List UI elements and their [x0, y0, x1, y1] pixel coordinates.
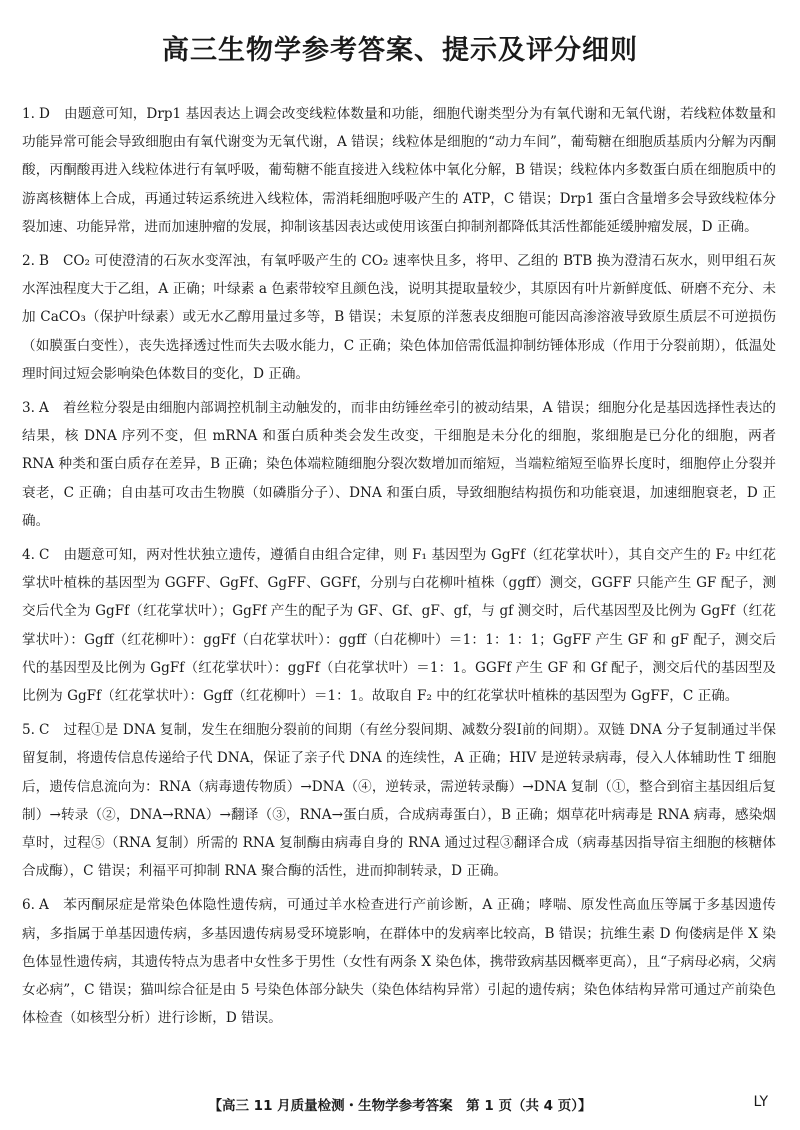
answer-number: 4.: [22, 547, 35, 564]
answer-item-2: [22, 247, 776, 388]
answer-explanation: 由题意可知，两对性状独立遗传，遵循自由组合定律，则 F₁ 基因型为 GgFf（红花掌状叶），其自交产生的 F₂ 中红花掌状叶植株的基因型为 GGFF、GgFf、GgFF、GGFf，分别与白花柳叶植株（ggff）测交，GGFF 只能产生 GF 配子，测交后代全为 GgFf（红花掌状叶）；GgFf 产生的配子为 GF、Gf、gF、gf，与 gf 测交时，后代基因型及比例为 GgFf（红花掌状叶）：Ggff（红花柳叶）：ggFf（白花掌状叶）：ggff（白花柳叶）＝1：1：1：1；GgFF 产生 GF 和 gF 配子，测交后代的基因型及比例为 GgFf（红花掌状叶）：ggFf（白花掌状叶）＝1：1。GGFf 产生 GF 和 Gf 配子，测交后代的基因型及比例为 GgFf（红花掌状叶）：Ggff（红花柳叶）＝1：1。故取自 F₂ 中的红花掌状叶植株的基因型为 GgFF，C 正确。: [22, 547, 776, 705]
answer-number: 3.: [22, 400, 35, 417]
answer-choice: C: [38, 722, 50, 739]
answer-explanation: CO₂ 可使澄清的石灰水变浑浊，有氧呼吸产生的 CO₂ 速率快且多，将甲、乙组的 BTB 换为澄清石灰水，则甲组石灰水浑浊程度大于乙组，A 正确；叶绿素 a 色素带较窄且颜色浅，说明其提取量较少，其原因有叶片新鲜度低、研磨不充分、未加 CaCO₃（保护叶绿素）或无水乙醇用量过多等，B 错误；未复原的洋葱表皮细胞可能因高渗溶液导致原生质层不可逆损伤（如膜蛋白变性），丧失选择透过性而失去吸水能力，C 正确；染色体加倍需低温抑制纺锤体形成（作用于分裂前期），低温处理时间过短会影响染色体数目的变化，D 正确。: [22, 253, 776, 382]
answer-choice: A: [38, 897, 49, 914]
answer-item-6: [22, 891, 776, 1032]
answer-explanation: 过程①是 DNA 复制，发生在细胞分裂前的间期（有丝分裂间期、减数分裂Ⅰ前的间期）。双链 DNA 分子复制通过半保留复制，将遗传信息传递给子代 DNA，保证了亲子代 DNA 的连续性，A 正确；HIV 是逆转录病毒，侵入人体辅助性 T 细胞后，遗传信息流向为：RNA（病毒遗传物质）→DNA（④，逆转录，需逆转录酶）→DNA 复制（①，整合到宿主基因组后复制）→转录（②，DNA→RNA）→翻译（③，RNA→蛋白质，合成病毒蛋白），B 正确；烟草花叶病毒是 RNA 病毒，感染烟草时，过程⑤（RNA 复制）所需的 RNA 复制酶由病毒自身的 RNA 通过过程③翻译合成（病毒基因指导宿主细胞的核糖体合成酶），C 错误；利福平可抑制 RNA 聚合酶的活性，进而抑制转录，D 正确。: [22, 722, 776, 880]
answer-item-3: [22, 394, 776, 535]
answer-list: [22, 100, 776, 1039]
page-footer: 【高三 11 月质量检测・生物学参考答案 第 1 页（共 4 页）】: [208, 1098, 592, 1114]
answer-explanation: 苯丙酮尿症是常染色体隐性遗传病，可通过羊水检查进行产前诊断，A 正确；哮喘、原发性高血压等属于多基因遗传病，多指属于单基因遗传病，多基因遗传病易受环境影响，在群体中的发病率比较高，B 错误；抗维生素 D 佝偻病是伴 X 染色体显性遗传病，其遗传特点为患者中女性多于男性（女性有两条 X 染色体，携带致病基因概率更高），且“子病母必病，父病女必病”，C 错误；猫叫综合征是由 5 号染色体部分缺失（染色体结构异常）引起的遗传病；染色体结构异常可通过产前染色体检查（如核型分析）进行诊断，D 错误。: [22, 897, 776, 1027]
page-title: 高三生物学参考答案、提示及评分细则: [162, 35, 638, 66]
answer-item-1: [22, 100, 776, 241]
answer-choice: B: [38, 253, 49, 270]
answer-explanation: 着丝粒分裂是由细胞内部调控机制主动触发的，而非由纺锤丝牵引的被动结果，A 错误；细胞分化是基因选择性表达的结果，核 DNA 序列不变，但 mRNA 和蛋白质种类会发生改变，干细胞是未分化的细胞，浆细胞是已分化的细胞，两者 RNA 种类和蛋白质存在差异，B 正确；染色体端粒随细胞分裂次数增加而缩短，当端粒缩短至临界长度时，细胞停止分裂并衰老，C 正确；自由基可攻击生物膜（如磷脂分子）、DNA 和蛋白质，导致细胞结构损伤和功能衰退，加速细胞衰老，D 正确。: [22, 400, 776, 529]
answer-number: 6.: [22, 897, 35, 914]
answer-choice: D: [38, 106, 50, 122]
answer-explanation: 由题意可知，Drp1 基因表达上调会改变线粒体数量和功能，细胞代谢类型分为有氧代谢和无氧代谢，若线粒体数量和功能异常可能会导致细胞由有氧代谢变为无氧代谢，A 错误；线粒体是细胞的“动力车间”，葡萄糖在细胞质基质内分解为丙酮酸，丙酮酸再进入线粒体进行有氧呼吸，葡萄糖不能直接进入线粒体中氧化分解，B 错误；线粒体内多数蛋白质在细胞质中的游离核糖体上合成，再通过转运系统进入线粒体，需消耗细胞呼吸产生的 ATP，C 错误；Drp1 蛋白含量增多会导致线粒体分裂加速、功能异常，进而加速肿瘤的发展，抑制该基因表达或使用该蛋白抑制剂都降低其活性都能延缓肿瘤发展，D 正确。: [22, 106, 776, 235]
answer-item-5: [22, 716, 776, 885]
answer-choice: C: [38, 547, 50, 564]
answer-number: 5.: [22, 722, 35, 739]
answer-item-4: [22, 541, 776, 710]
footer-code: LY: [753, 1094, 768, 1110]
answer-number: 1.: [22, 106, 35, 122]
answer-number: 2.: [22, 253, 35, 270]
answer-choice: A: [38, 400, 49, 417]
